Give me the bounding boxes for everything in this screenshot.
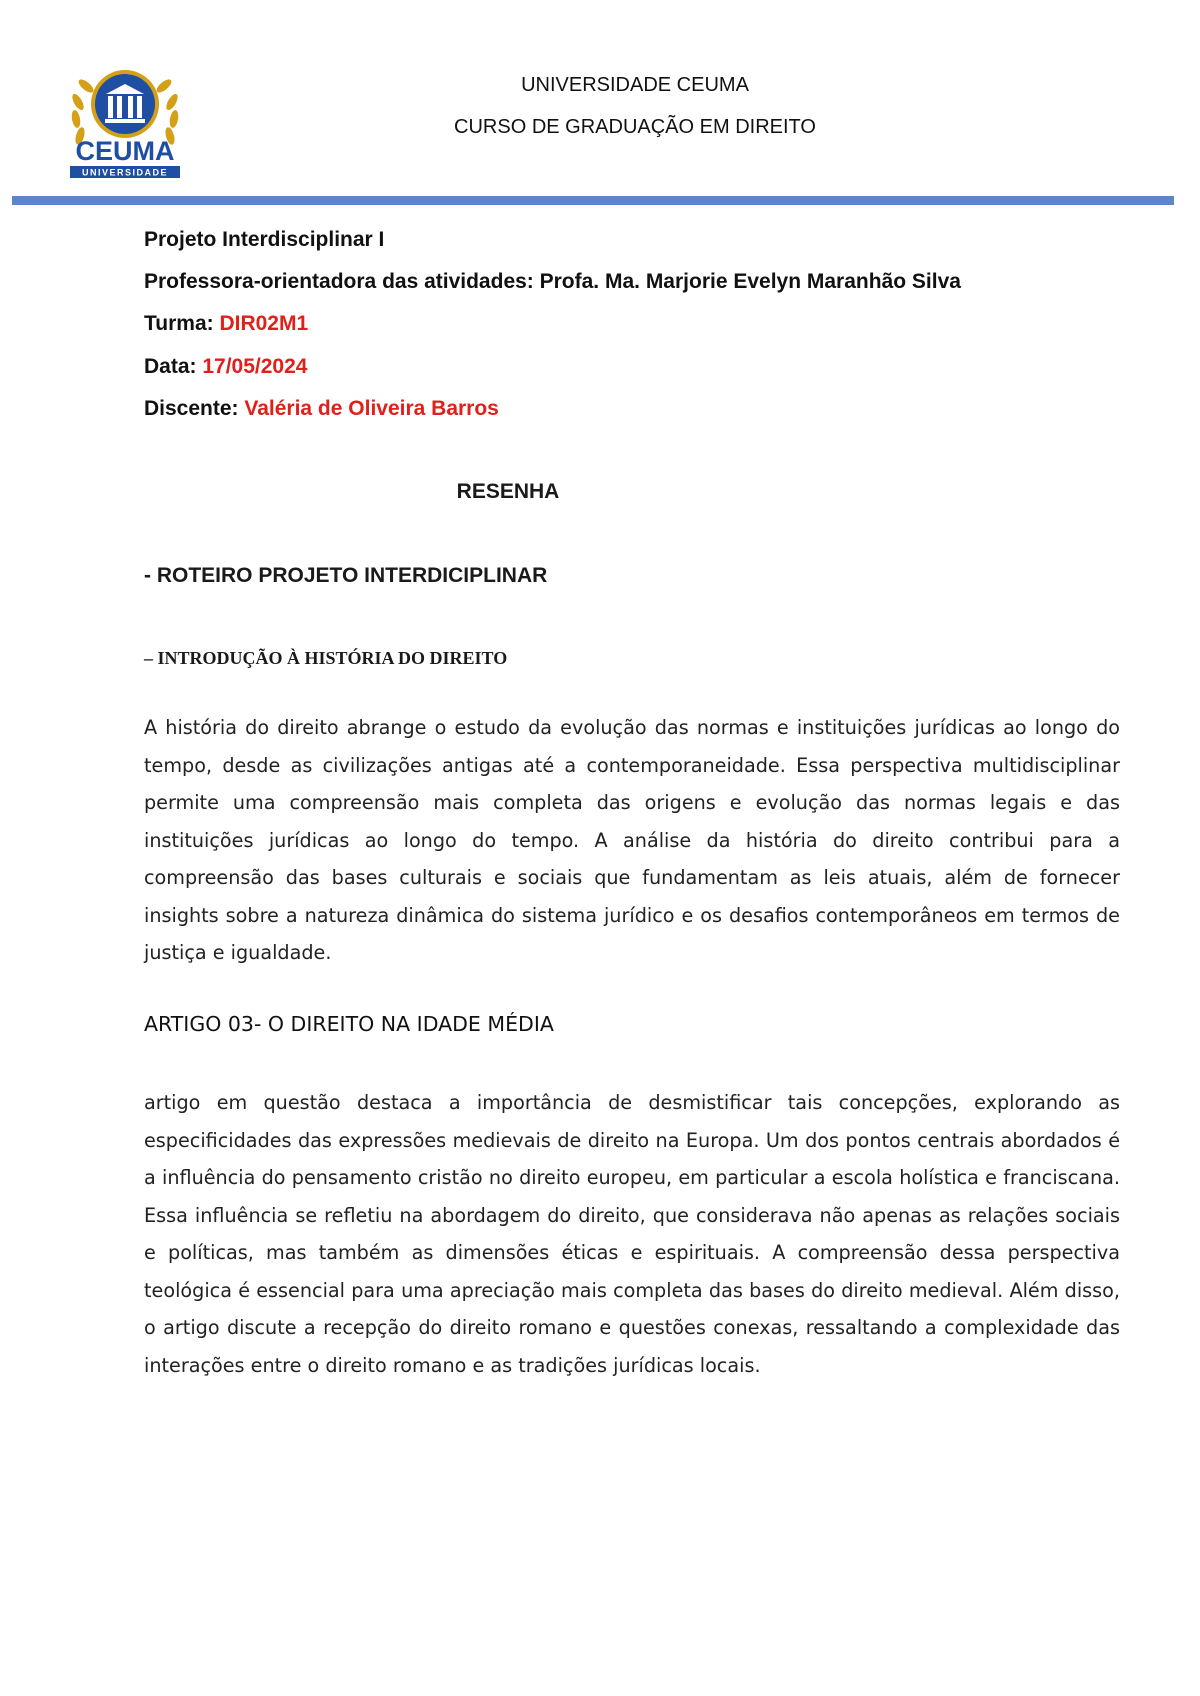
- class-line: [144, 312, 308, 336]
- article-paragraph: artigo em questão destaca a importância de desmistificar tais concepções, explorando as especificidades das expressões medievais de direito na Europa. Um dos pontos centrais abordados é a influência do pensamento cristão no direito europeu, em particular a escola holística e franciscana. Essa influência se refletiu na abordagem do direito, que considerava não apenas as relações sociais e políticas, mas também as dimensões éticas e espirituais. A compreensão dessa perspectiva teológica é essencial para uma apreciação mais completa das bases do direito medieval. Além disso, o artigo discute a recepção do direito romano e questões conexas, ressaltando a complexidade das interações entre o direito romano e as tradições jurídicas locais.: [144, 1091, 1120, 1377]
- class-value: DIR02M1: [219, 312, 309, 335]
- class-label: Turma:: [144, 312, 220, 335]
- header-divider: [12, 196, 1174, 205]
- logo-subtitle: UNIVERSIDADE: [81, 167, 169, 178]
- course-name: CURSO DE GRADUAÇÃO EM DIREITO: [454, 116, 816, 138]
- student-line: [144, 397, 499, 421]
- date-label: Data:: [144, 355, 203, 378]
- date-line: [144, 355, 307, 379]
- date-value: 17/05/2024: [202, 355, 308, 378]
- resenha-title: RESENHA: [456, 480, 560, 503]
- logo-wordmark: CEUMA: [75, 136, 175, 166]
- student-value: Valéria de Oliveira Barros: [244, 397, 499, 420]
- intro-heading: – INTRODUÇÃO À HISTÓRIA DO DIREITO: [144, 648, 508, 668]
- advisor-line: Professora-orientadora das atividades: Profa. Ma. Marjorie Evelyn Maranhão Silva: [144, 270, 961, 293]
- university-name: UNIVERSIDADE CEUMA: [521, 74, 749, 96]
- article-heading: ARTIGO 03- O DIREITO NA IDADE MÉDIA: [144, 1012, 554, 1036]
- intro-paragraph: A história do direito abrange o estudo da evolução das normas e instituições jurídicas ao longo do tempo, desde as civilizações antigas até a contemporaneidade. Essa perspectiva multidisciplinar permite uma compreensão mais completa das origens e evolução das normas legais e das instituições jurídicas ao longo do tempo. A análise da história do direito contribui para a compreensão das bases culturais e sociais que fundamentam as leis atuais, além de fornecer insights sobre a natureza dinâmica do sistema jurídico e os desafios contemporâneos em termos de justiça e igualdade.: [144, 716, 1120, 964]
- roteiro-title: - ROTEIRO PROJETO INTERDICIPLINAR: [144, 564, 548, 587]
- student-label: Discente:: [144, 397, 245, 420]
- project-title: Projeto Interdisciplinar I: [144, 228, 385, 251]
